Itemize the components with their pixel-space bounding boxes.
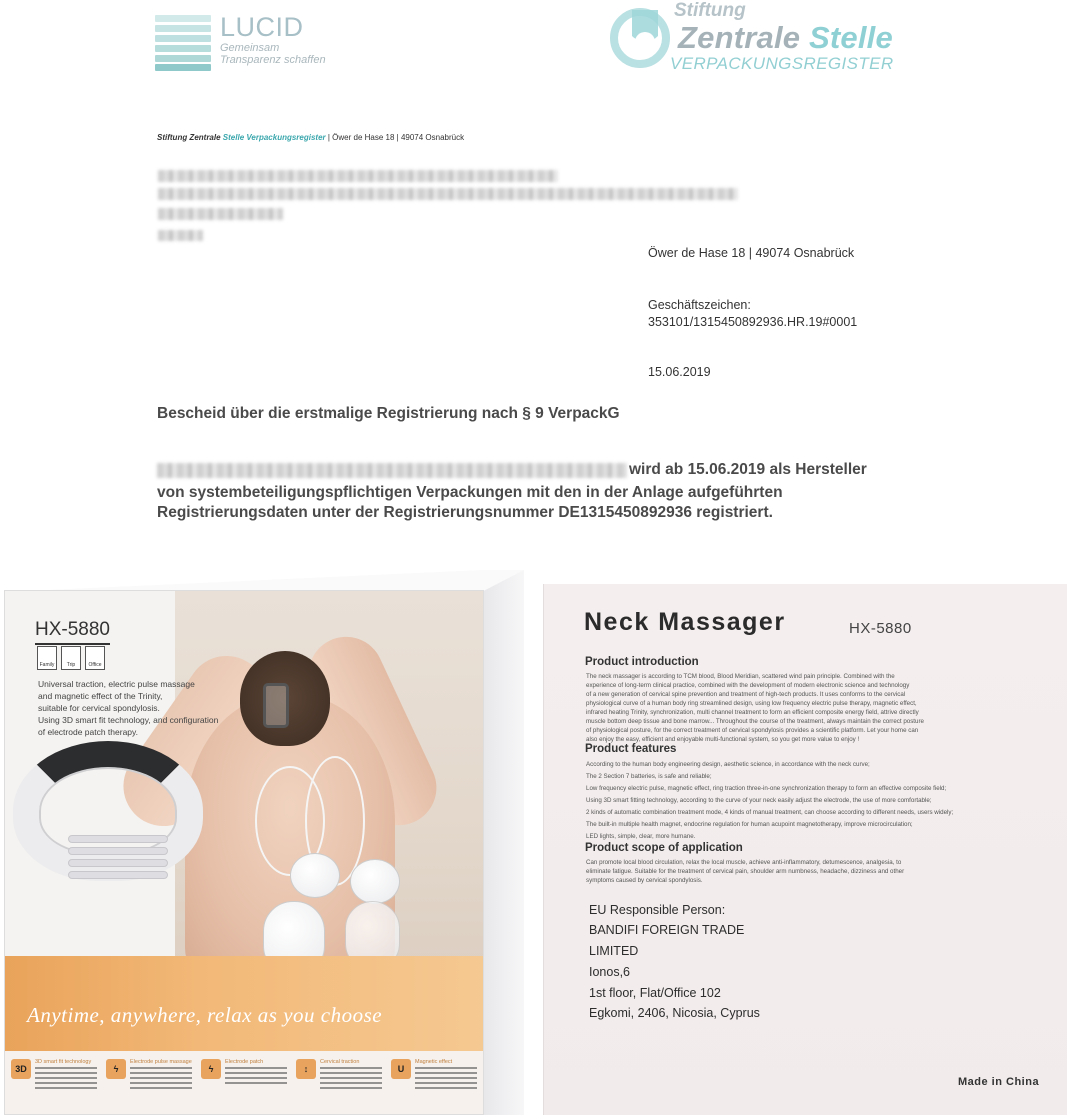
feature-line: 2 kinds of automatic combination treatment mode, 4 kinds of manual treatment, can choose according to different needs, users widely; <box>586 809 954 816</box>
body-line-1: wird ab 15.06.2019 als Hersteller <box>629 461 867 478</box>
eu-line: BANDIFI FOREIGN TRADE <box>589 923 745 937</box>
intro-line: muscle bottom deep tissue and bone marrow... Throughout the course of the treatment, always maintain the correct posture <box>586 718 924 725</box>
box-model-label: HX-5880 <box>35 619 110 645</box>
3d-icon: 3D <box>11 1059 31 1079</box>
zsvr-emblem-icon <box>610 2 676 72</box>
box-desc-line: Using 3D smart fit technology, and configuration <box>38 715 219 725</box>
eu-line: 1st floor, Flat/Office 102 <box>589 986 721 1000</box>
intro-line: of a new generation of cervical spine prevention and treatment of high-tech products. It uses conforms to the cervical <box>586 691 906 698</box>
box-desc-line: of electrode patch therapy. <box>38 727 139 737</box>
scope-heading: Product scope of application <box>585 842 743 854</box>
sender-line <box>157 133 464 142</box>
intro-line: physiological curve of a human body ring streamlined design, using low frequency electric pulse therapy, magnetic effect, <box>586 700 917 707</box>
intro-line: also enjoy the easy, efficient and enjoyable multi-functional system, so you get more value to enjoy ! <box>586 736 860 743</box>
lucid-logo <box>155 12 355 72</box>
redacted-recipient-line-4 <box>158 230 203 241</box>
feature-line: Low frequency electric pulse, magnetic effect, ring traction three-in-one synchronization therapy to form an effective composite field; <box>586 785 947 792</box>
redacted-company-name <box>157 463 627 478</box>
zsvr-prefix: Stiftung <box>674 0 746 21</box>
letter-subject: Bescheid über die erstmalige Registrierung nach § 9 VerpackG <box>157 405 620 422</box>
reference-label: Geschäftszeichen: <box>648 298 751 312</box>
product-label-photo <box>543 584 1067 1115</box>
feature-line: LED lights, simple, clear, more humane. <box>586 833 696 840</box>
box-desc-line: and magnetic effect of the Trinity, <box>38 691 163 701</box>
lucid-tagline-2: Transparenz schaffen <box>220 54 326 66</box>
family-icon: Family <box>37 646 57 670</box>
reference-value: 353101/1315450892936.HR.19#0001 <box>648 315 858 329</box>
intro-line: experience of long-term clinical practice, combined with the development of modern electronic science and technology <box>586 682 910 689</box>
label-title: Neck Massager <box>584 608 786 636</box>
feature-item: 3D 3D smart fit technology <box>11 1057 101 1112</box>
feature-item: ↕ Cervical traction <box>296 1057 386 1112</box>
sender-org-2: Stelle Verpackungsregister <box>222 133 326 142</box>
zsvr-name <box>678 20 893 56</box>
intro-line: The neck massager is according to TCM blood, Blood Meridian, scattered wind pain principle. Combined with the <box>586 673 895 680</box>
label-model: HX-5880 <box>849 620 912 637</box>
box-slogan: Anytime, anywhere, relax as you choose <box>27 1003 383 1027</box>
electrode-pad <box>290 853 340 898</box>
box-desc-line: suitable for cervical spondylosis. <box>38 703 160 713</box>
body-line-2: von systembeteiligungspflichtigen Verpackungen mit den in der Anlage aufgeführten <box>157 484 783 501</box>
scope-line: symptoms caused by cervical spondylosis. <box>586 877 703 884</box>
feature-item: ϟ Electrode patch <box>201 1057 291 1112</box>
electrode-icon: ϟ <box>201 1059 221 1079</box>
zsvr-name-2: Stelle <box>809 20 893 55</box>
feature-line: According to the human body engineering design, aesthetic science, in accordance with the neck curve; <box>586 761 870 768</box>
intro-heading: Product introduction <box>585 656 699 668</box>
zsvr-logo <box>608 0 928 78</box>
eu-line: EU Responsible Person: <box>589 903 726 917</box>
eu-line: Egkomi, 2406, Nicosia, Cyprus <box>589 1006 760 1020</box>
made-in-label: Made in China <box>958 1076 1040 1088</box>
redacted-recipient-line-2 <box>158 188 738 200</box>
lucid-tagline-1: Gemeinsam <box>220 42 280 54</box>
box-side-panel <box>482 570 524 1115</box>
pulse-icon: ϟ <box>106 1059 126 1079</box>
feature-line: Using 3D smart fitting technology, according to the curve of your neck easily adjust the electrode, the use of more comfortable; <box>586 797 932 804</box>
redacted-recipient-line-1 <box>158 170 558 182</box>
feature-line: The 2 Section 7 batteries, is safe and reliable; <box>586 773 712 780</box>
feature-item: ϟ Electrode pulse massage <box>106 1057 196 1112</box>
neck-massager-image <box>13 741 203 881</box>
redacted-recipient-line-3 <box>158 208 283 220</box>
box-feature-strip <box>5 1051 484 1115</box>
features-heading: Product features <box>585 743 677 755</box>
body-line-3: Registrierungsdaten unter der Registrierungsnummer DE1315450892936 registriert. <box>157 504 773 521</box>
box-desc-line: Universal traction, electric pulse massage <box>38 679 195 689</box>
sender-address: | Öwer de Hase 18 | 49074 Osnabrück <box>325 133 465 142</box>
feature-item: U Magnetic effect <box>391 1057 481 1112</box>
lucid-stack-icon <box>155 15 213 71</box>
eu-line: LIMITED <box>589 944 639 958</box>
traction-icon: ↕ <box>296 1059 316 1079</box>
letter-date: 15.06.2019 <box>648 365 711 379</box>
magnet-icon: U <box>391 1059 411 1079</box>
scope-line: eliminate fatigue. Suitable for the treatment of cervical pain, shoulder arm numbness, headache, dizziness and other <box>586 868 905 875</box>
trip-icon: Trip <box>61 646 81 670</box>
electrode-pad <box>350 859 400 904</box>
feature-line: The built-in multiple health magnet, endocrine regulation for human acupoint magnetotherapy, improve microcirculation; <box>586 821 913 828</box>
zsvr-name-1: Zentrale <box>678 20 801 55</box>
recipient-address: Öwer de Hase 18 | 49074 Osnabrück <box>648 246 855 260</box>
box-front-panel <box>4 590 484 1115</box>
zsvr-subtitle: VERPACKUNGSREGISTER <box>670 54 894 73</box>
sender-org-1: Stiftung Zentrale <box>157 133 221 142</box>
intro-line: infrared heating Trinity, synchronization, multi channel treatment to form an efficient composite energy field, attrive directly <box>586 709 919 716</box>
office-icon: Office <box>85 646 105 670</box>
scope-line: Can promote local blood circulation, relax the local muscle, achieve anti-inflammatory, detumescence, analgesia, to <box>586 859 902 866</box>
intro-line: of physiological posture, for the correct treatment of cervical spondylosis provides a scientific platform. Let your home can <box>586 727 919 734</box>
eu-line: Ionos,6 <box>589 965 631 979</box>
usage-badges <box>37 646 105 670</box>
lucid-name: LUCID <box>220 12 304 42</box>
product-box-photo <box>4 570 524 1115</box>
